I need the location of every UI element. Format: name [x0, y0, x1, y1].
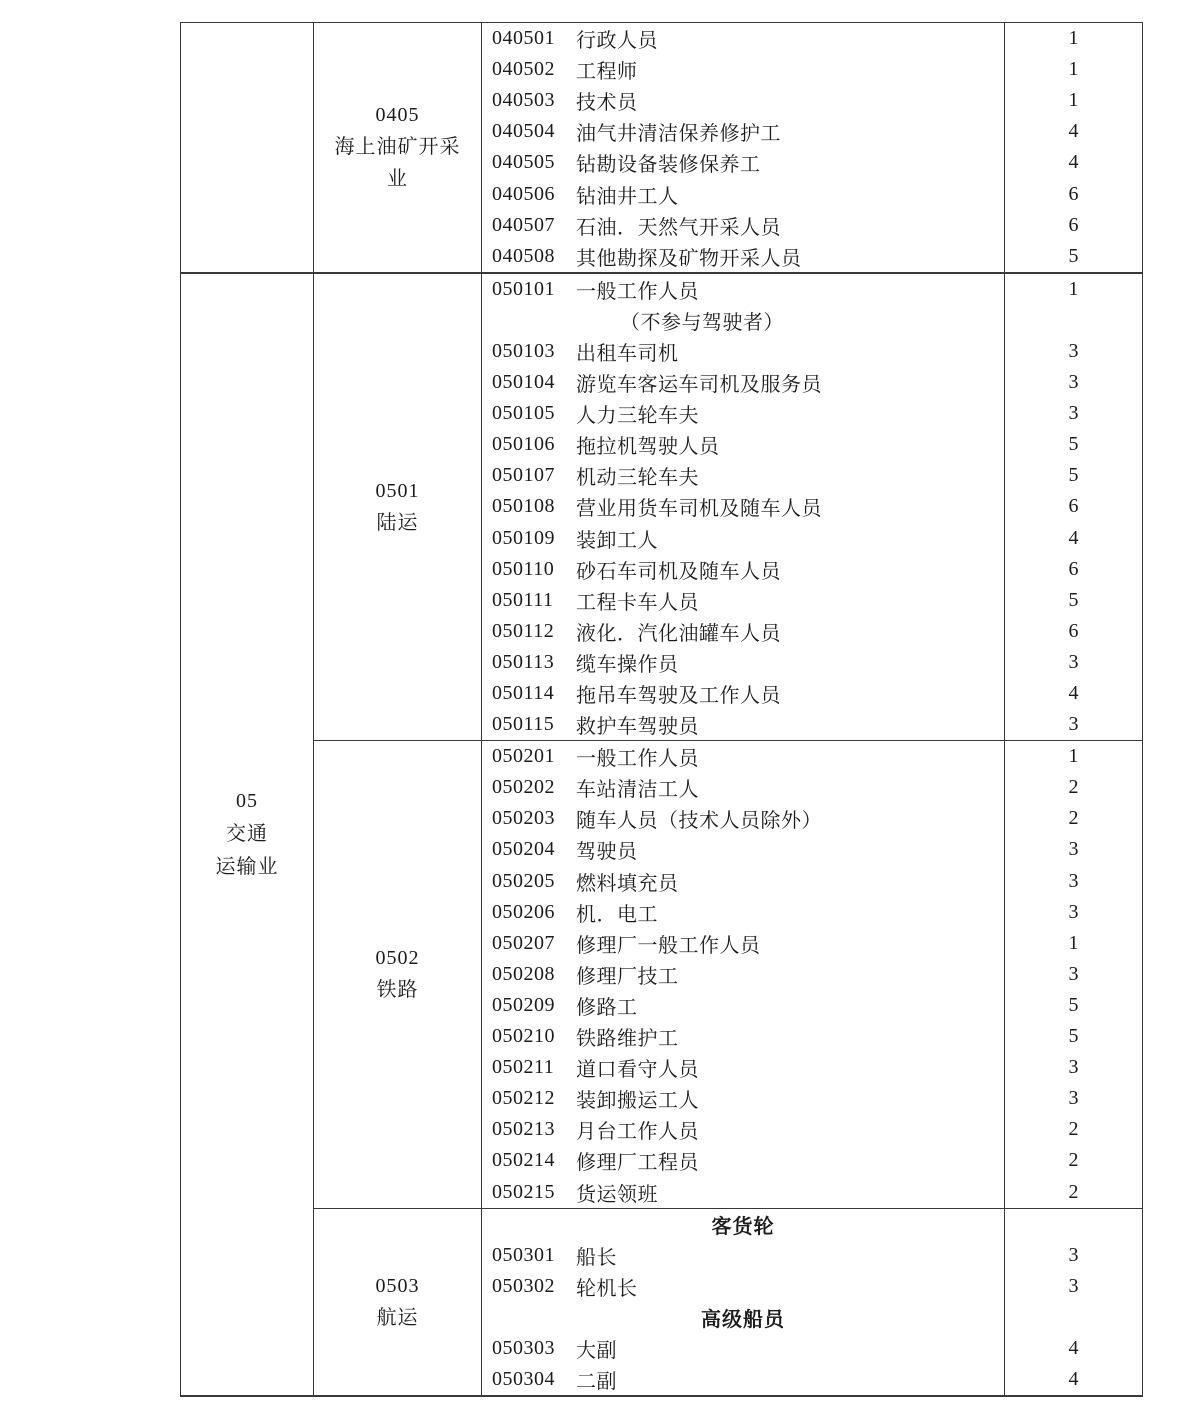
occupation-detail-cell: [482, 741, 1005, 772]
occupation-name: 月台工作人员: [576, 1121, 699, 1144]
subcategory-label-line: 0501: [375, 479, 420, 502]
table-row: [482, 897, 1142, 928]
occupation-name: 人力三轮车夫: [576, 405, 699, 428]
table-row: [482, 959, 1142, 990]
occupation-code: 040503: [492, 89, 555, 112]
occupation-code: 050208: [492, 962, 555, 985]
class-value: 4: [1068, 682, 1079, 705]
occupation-code: 050114: [492, 682, 555, 705]
occupation-code: 050105: [492, 402, 555, 425]
occupation-name: 随车人员（技术人员除外）: [576, 810, 822, 833]
occupation-code: 050304: [492, 1368, 555, 1391]
occupation-code: 040502: [492, 58, 555, 81]
occupation-name: 车站清洁工人: [576, 779, 699, 802]
occupation-code: 050301: [492, 1243, 555, 1266]
occupation-code: 040508: [492, 244, 555, 267]
class-value: 4: [1068, 120, 1079, 143]
occupation-name: 缆车操作员: [576, 653, 679, 676]
occupation-name: 游览车客运车司机及服务员: [576, 374, 822, 397]
continuation-row: [482, 305, 1142, 336]
occupation-name: 机．电工: [576, 903, 658, 926]
table-row: [482, 178, 1142, 209]
occupation-code: 050109: [492, 526, 555, 549]
table-row: [482, 928, 1142, 959]
class-value: 6: [1068, 182, 1079, 205]
occupation-name: 液化．汽化油罐车人员: [576, 622, 781, 645]
table-row: [482, 274, 1142, 305]
occupation-name: 工程师: [576, 61, 638, 84]
occupation-detail-cell: [482, 834, 1005, 865]
subcategory-section: [314, 274, 1142, 740]
document-table: [180, 22, 1143, 1397]
category-label-line: 交通: [226, 822, 268, 845]
class-value: 2: [1068, 1180, 1079, 1203]
class-value: 5: [1068, 433, 1079, 456]
occupation-name: 拖拉机驾驶人员: [576, 436, 720, 459]
table-row: [482, 990, 1142, 1021]
table-row: [482, 741, 1142, 772]
table-row: [482, 54, 1142, 85]
table-row: [482, 678, 1142, 709]
subsections-column: [314, 23, 1142, 272]
occupation-code: 040507: [492, 213, 555, 236]
class-value: 6: [1068, 495, 1079, 518]
occupation-name: 船长: [576, 1246, 617, 1269]
class-value: 3: [1068, 402, 1079, 425]
occupation-name: 修理厂一般工作人员: [576, 934, 761, 957]
table-row: [482, 1364, 1142, 1395]
occupation-name: 铁路维护工: [576, 1028, 679, 1051]
occupation-detail-cell: [482, 491, 1005, 522]
occupation-detail-cell: [482, 1302, 1005, 1333]
occupation-detail-cell: [482, 1083, 1005, 1114]
class-value: 2: [1068, 776, 1079, 799]
group-header-label: 高级船员: [701, 1308, 785, 1331]
class-value: 3: [1068, 371, 1079, 394]
table-row: [482, 116, 1142, 147]
subcategory-label-line: 铁路: [376, 979, 419, 1002]
occupation-detail-cell: [482, 85, 1005, 116]
category-label-line: 05: [236, 789, 258, 812]
occupation-detail-cell: [482, 897, 1005, 928]
class-value: 4: [1068, 526, 1079, 549]
occupation-detail-cell: [482, 709, 1005, 740]
occupation-code: 050303: [492, 1336, 555, 1359]
occupation-detail-cell: [482, 554, 1005, 585]
table-row: [482, 210, 1142, 241]
class-value: 6: [1068, 213, 1079, 236]
subcategory-label-line: 0502: [375, 947, 420, 970]
subcategory-section: [314, 1208, 1142, 1396]
occupation-detail-cell: [482, 772, 1005, 803]
occupation-name: 其他勘探及矿物开采人员: [576, 247, 802, 270]
occupation-code: 050107: [492, 464, 555, 487]
occupation-detail-cell: [482, 147, 1005, 178]
subsections-column: [314, 274, 1142, 1395]
occupation-name: 出租车司机: [576, 342, 679, 365]
occupation-code: 050213: [492, 1118, 555, 1141]
occupation-code: 050214: [492, 1149, 555, 1172]
occupation-name: 燃料填充员: [576, 872, 679, 895]
occupation-code: 040505: [492, 151, 555, 174]
category-block: [181, 272, 1142, 1395]
occupation-name: 道口看守人员: [576, 1059, 699, 1082]
class-value: 5: [1068, 244, 1079, 267]
occupation-name: 大副: [576, 1339, 617, 1362]
occupation-name: 钻勘设备装修保养工: [576, 154, 761, 177]
table-row: [482, 367, 1142, 398]
class-value: 3: [1068, 838, 1079, 861]
occupation-name: 一般工作人员: [576, 748, 699, 771]
occupation-code: 050106: [492, 433, 555, 456]
occupation-name: 行政人员: [576, 30, 658, 53]
class-value: 1: [1068, 277, 1079, 300]
class-value: 2: [1068, 1118, 1079, 1141]
class-value: 1: [1068, 89, 1079, 112]
class-value: 4: [1068, 151, 1079, 174]
occupation-detail-cell: [482, 241, 1005, 272]
occupation-detail-cell: [482, 678, 1005, 709]
occupation-detail-cell: [482, 210, 1005, 241]
occupation-lines: [482, 741, 1142, 1207]
occupation-lines: [482, 23, 1142, 272]
occupation-detail-cell: [482, 523, 1005, 554]
occupation-code: 040501: [492, 27, 555, 50]
occupation-name: 油气井清洁保养修护工: [576, 123, 781, 146]
table-row: [482, 241, 1142, 272]
occupation-code: 050202: [492, 776, 555, 799]
table-row: [482, 834, 1142, 865]
table-row: [482, 1333, 1142, 1364]
class-value: [1005, 305, 1142, 336]
occupation-code: 050111: [492, 588, 554, 611]
occupation-code: 050302: [492, 1274, 555, 1297]
occupation-detail-cell: [482, 336, 1005, 367]
class-value: 3: [1068, 900, 1079, 923]
table-row: [482, 1083, 1142, 1114]
occupation-name: 轮机长: [576, 1277, 638, 1300]
table-row: [482, 709, 1142, 740]
category-cell: [181, 274, 314, 1395]
occupation-name: 石油．天然气开采人员: [576, 216, 781, 239]
class-value: [1005, 1209, 1142, 1240]
occupation-detail-cell: [482, 959, 1005, 990]
occupation-detail-cell: [482, 367, 1005, 398]
occupation-name: 修理厂技工: [576, 965, 679, 988]
occupation-name: 二副: [576, 1371, 617, 1394]
occupation-name: 驾驶员: [576, 841, 638, 864]
class-value: 5: [1068, 1025, 1079, 1048]
occupation-name: （不参与驾驶者）: [620, 311, 784, 334]
subcategory-label-line: 0503: [375, 1274, 420, 1297]
subcategory-cell: [314, 23, 482, 272]
occupation-detail-cell: [482, 274, 1005, 305]
occupation-code: 050108: [492, 495, 555, 518]
category-block: [181, 23, 1142, 272]
occupation-code: 050210: [492, 1025, 555, 1048]
subcategory-section: [314, 23, 1142, 272]
occupation-detail-cell: [482, 1021, 1005, 1052]
occupation-code: 050215: [492, 1180, 555, 1203]
table-row: [482, 147, 1142, 178]
subcategory-label-line: 0405: [375, 104, 420, 127]
occupation-code: 040506: [492, 182, 555, 205]
occupation-name: 修理厂工程员: [576, 1152, 699, 1175]
occupation-name: 钻油井工人: [576, 185, 679, 208]
class-value: 5: [1068, 464, 1079, 487]
occupation-detail-cell: [482, 616, 1005, 647]
class-value: 2: [1068, 1149, 1079, 1172]
occupation-detail-cell: [482, 928, 1005, 959]
class-value: 4: [1068, 1336, 1079, 1359]
occupation-detail-cell: [482, 1364, 1005, 1395]
occupation-name: 装卸搬运工人: [576, 1090, 699, 1113]
group-header-row: [482, 1302, 1142, 1333]
subcategory-label-line: 航运: [376, 1306, 419, 1329]
subcategory-label-line: 业: [387, 168, 408, 191]
table-row: [482, 523, 1142, 554]
occupation-name: 装卸工人: [576, 529, 658, 552]
occupation-detail-cell: [482, 116, 1005, 147]
table-row: [482, 772, 1142, 803]
table-row: [482, 491, 1142, 522]
table-row: [482, 1052, 1142, 1083]
table-row: [482, 398, 1142, 429]
subcategory-section: [314, 740, 1142, 1207]
class-value: 3: [1068, 1243, 1079, 1266]
occupation-detail-cell: [482, 305, 1005, 336]
table-row: [482, 23, 1142, 54]
occupation-name: 营业用货车司机及随车人员: [576, 498, 822, 521]
occupation-detail-cell: [482, 585, 1005, 616]
occupation-code: 050113: [492, 650, 555, 673]
class-value: 3: [1068, 650, 1079, 673]
occupation-detail-cell: [482, 1271, 1005, 1302]
category-cell: [181, 23, 314, 272]
occupation-detail-cell: [482, 429, 1005, 460]
class-value: 3: [1068, 1087, 1079, 1110]
occupation-code: 050209: [492, 993, 555, 1016]
occupation-code: 050212: [492, 1087, 555, 1110]
occupation-name: 技术员: [576, 92, 638, 115]
occupation-lines: [482, 1209, 1142, 1396]
subcategory-cell: [314, 1209, 482, 1396]
occupation-code: 050110: [492, 557, 555, 580]
class-value: 6: [1068, 557, 1079, 580]
table-row: [482, 1240, 1142, 1271]
table-row: [482, 585, 1142, 616]
occupation-detail-cell: [482, 866, 1005, 897]
table-row: [482, 866, 1142, 897]
occupation-detail-cell: [482, 54, 1005, 85]
occupation-detail-cell: [482, 398, 1005, 429]
subcategory-label-line: 陆运: [376, 511, 419, 534]
table-row: [482, 460, 1142, 491]
table-row: [482, 1145, 1142, 1176]
occupation-code: 050205: [492, 869, 555, 892]
occupation-code: 040504: [492, 120, 555, 143]
class-value: 3: [1068, 1274, 1079, 1297]
occupation-name: 救护车驾驶员: [576, 716, 699, 739]
occupation-code: 050206: [492, 900, 555, 923]
class-value: 1: [1068, 58, 1079, 81]
table-row: [482, 616, 1142, 647]
subcategory-cell: [314, 274, 482, 740]
occupation-code: 050104: [492, 371, 555, 394]
class-value: 3: [1068, 713, 1079, 736]
occupation-detail-cell: [482, 460, 1005, 491]
group-header-row: [482, 1209, 1142, 1240]
occupation-detail-cell: [482, 1145, 1005, 1176]
class-value: 2: [1068, 807, 1079, 830]
occupation-code: 050201: [492, 745, 555, 768]
class-value: 1: [1068, 931, 1079, 954]
occupation-detail-cell: [482, 647, 1005, 678]
table-row: [482, 1271, 1142, 1302]
occupation-detail-cell: [482, 990, 1005, 1021]
occupation-detail-cell: [482, 1333, 1005, 1364]
occupation-name: 机动三轮车夫: [576, 467, 699, 490]
occupation-name: 一般工作人员: [576, 280, 699, 303]
occupation-detail-cell: [482, 1176, 1005, 1207]
class-value: 1: [1068, 27, 1079, 50]
occupation-code: 050203: [492, 807, 555, 830]
category-label-line: 运输业: [215, 855, 279, 878]
occupation-detail-cell: [482, 23, 1005, 54]
subcategory-label-line: 海上油矿开采: [334, 136, 461, 159]
class-value: 3: [1068, 869, 1079, 892]
occupation-detail-cell: [482, 1114, 1005, 1145]
occupation-detail-cell: [482, 1240, 1005, 1271]
class-value: [1005, 1302, 1142, 1333]
occupation-detail-cell: [482, 803, 1005, 834]
table-row: [482, 1176, 1142, 1207]
class-value: 4: [1068, 1368, 1079, 1391]
class-value: 6: [1068, 619, 1079, 642]
table-row: [482, 554, 1142, 585]
occupation-detail-cell: [482, 178, 1005, 209]
table-row: [482, 336, 1142, 367]
class-value: 3: [1068, 339, 1079, 362]
table-row: [482, 803, 1142, 834]
class-value: 3: [1068, 962, 1079, 985]
table-row: [482, 429, 1142, 460]
occupation-detail-cell: [482, 1209, 1005, 1240]
occupation-code: 050207: [492, 931, 555, 954]
occupation-code: 050101: [492, 277, 555, 300]
occupation-code: 050211: [492, 1056, 555, 1079]
occupation-name: 砂石车司机及随车人员: [576, 560, 781, 583]
table-row: [482, 85, 1142, 116]
class-value: 5: [1068, 993, 1079, 1016]
class-value: 5: [1068, 588, 1079, 611]
occupation-code: 050204: [492, 838, 555, 861]
table-row: [482, 647, 1142, 678]
group-header-label: 客货轮: [711, 1215, 775, 1238]
class-value: 3: [1068, 1056, 1079, 1079]
occupation-name: 拖吊车驾驶及工作人员: [576, 685, 781, 708]
occupation-lines: [482, 274, 1142, 740]
occupation-name: 修路工: [576, 996, 638, 1019]
class-value: 1: [1068, 745, 1079, 768]
occupation-code: 050103: [492, 339, 555, 362]
occupation-name: 工程卡车人员: [576, 591, 699, 614]
occupation-name: 货运领班: [576, 1183, 658, 1206]
occupation-code: 050115: [492, 713, 555, 736]
occupation-code: 050112: [492, 619, 555, 642]
table-row: [482, 1021, 1142, 1052]
subcategory-cell: [314, 741, 482, 1207]
occupation-detail-cell: [482, 1052, 1005, 1083]
table-row: [482, 1114, 1142, 1145]
